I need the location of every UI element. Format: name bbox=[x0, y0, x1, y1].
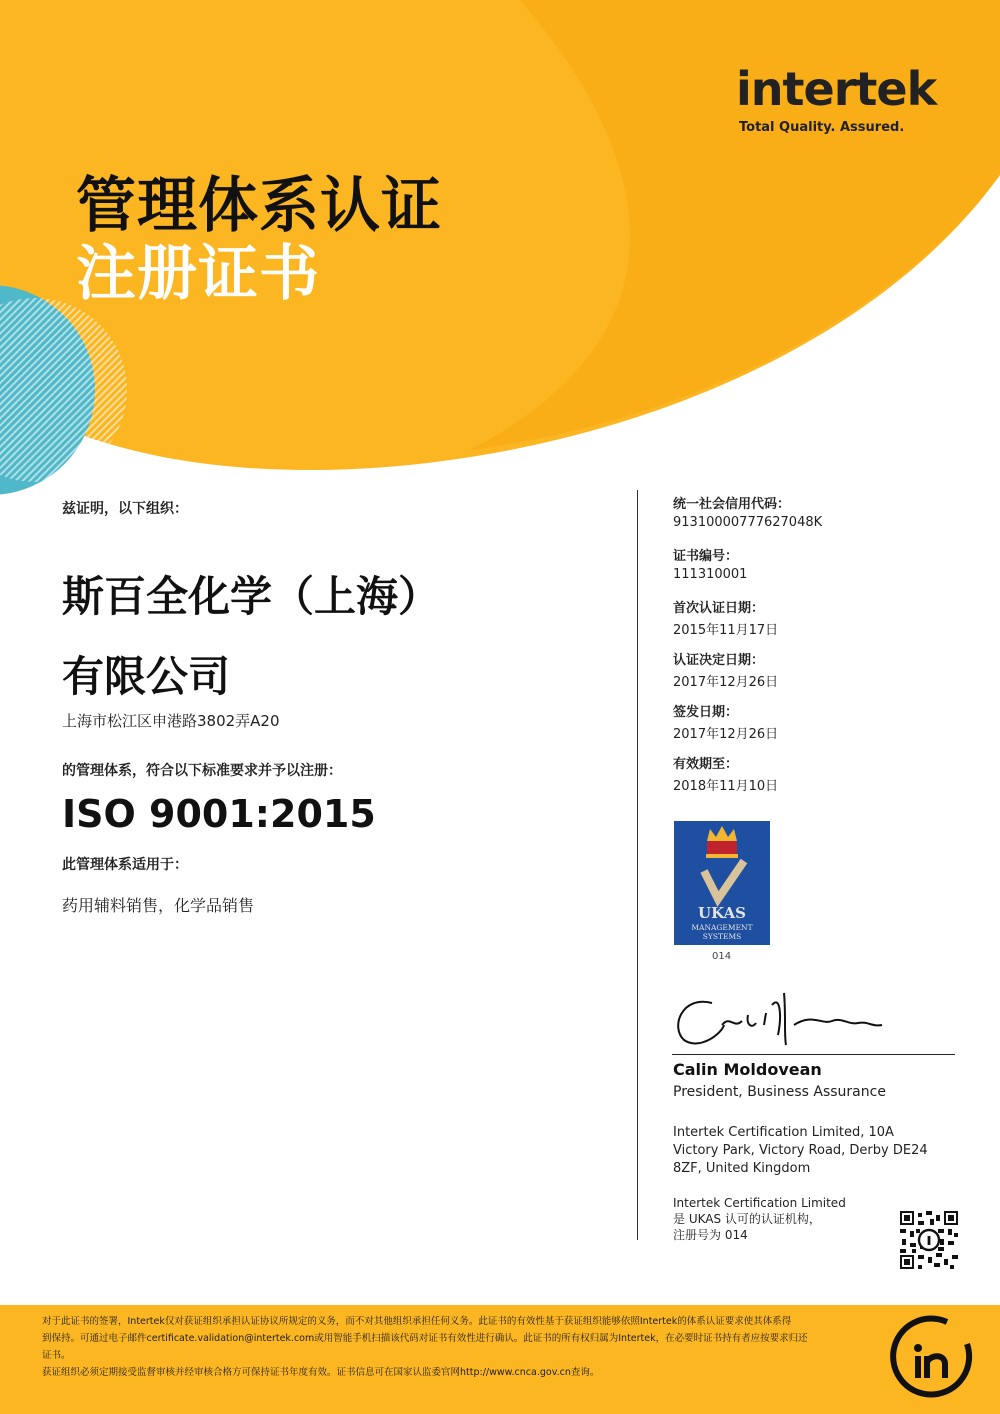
issuer-address: Intertek Certification Limited, 10A Victory Park, Victory Road, Derby DE24 8ZF, United Kingdom bbox=[673, 1125, 928, 1176]
cert-number-value: 111310001 bbox=[673, 567, 748, 582]
scope-label: 此管理体系适用于： bbox=[62, 857, 188, 873]
acc-line-3: 注册号为 014 bbox=[673, 1228, 748, 1242]
logo-tagline: Total Quality. Assured. bbox=[739, 120, 905, 135]
title-line-1: 管理体系认证 bbox=[76, 171, 442, 241]
acc-line-2: 是 UKAS 认可的认证机构， bbox=[673, 1212, 821, 1226]
org-address: 上海市松江区申港路3802弄A20 bbox=[62, 712, 280, 730]
org-name-line-2: 有限公司 bbox=[62, 652, 231, 701]
footer-line-2: 到保持。可通过电子邮件certificate.validation@intertek.com或用智能手机扫描该代码对证书有效性进行确认。此证书的所有权归属为Intertek，在必要时证书持有者应按要求归还 bbox=[42, 1333, 808, 1344]
expiry-value: 2018年11月10日 bbox=[673, 779, 779, 794]
decision-date-value: 2017年12月26日 bbox=[673, 675, 779, 690]
first-cert-date-label: 首次认证日期： bbox=[673, 601, 765, 616]
footer-line-1: 对于此证书的签署，Intertek仅对获证组织承担认证协议所规定的义务，而不对其他组织承担任何义务。此证书的有效性基于获证组织能够依照Intertek的体系认证要求使其体系得 bbox=[42, 1316, 792, 1327]
scope-text: 药用辅料销售，化学品销售 bbox=[62, 896, 255, 915]
issue-date-value: 2017年12月26日 bbox=[673, 727, 779, 742]
org-name-line-1: 斯百全化学（上海） bbox=[62, 572, 441, 621]
qr-code-icon bbox=[900, 1211, 958, 1269]
signature-line bbox=[672, 1054, 955, 1055]
signer-title: President, Business Assurance bbox=[673, 1084, 886, 1100]
credit-code-value: 91310000777627048K bbox=[673, 515, 823, 530]
check-mark-icon bbox=[704, 861, 744, 899]
acc-line-1: Intertek Certification Limited bbox=[673, 1196, 846, 1210]
divider bbox=[637, 490, 638, 1240]
cert-number-label: 证书编号： bbox=[673, 549, 739, 564]
title-line-2: 注册证书 bbox=[76, 239, 320, 309]
intertek-logo: intertek bbox=[736, 62, 937, 116]
decision-date-label: 认证决定日期： bbox=[673, 653, 765, 668]
ukas-sub-1: MANAGEMENT bbox=[691, 923, 753, 932]
footer-disclaimer bbox=[42, 1313, 852, 1381]
footer-line-4: 获证组织必须定期接受监督审核并经审核合格方可保持证书年度有效。证书信息可在国家认监委官网http://www.cnca.gov.cn查询。 bbox=[42, 1367, 600, 1378]
ukas-logo bbox=[674, 821, 770, 945]
issue-date-label: 签发日期： bbox=[673, 705, 739, 720]
first-cert-date-value: 2015年11月17日 bbox=[673, 623, 779, 638]
accreditation-note bbox=[673, 1195, 893, 1243]
signature bbox=[672, 985, 892, 1053]
crown-icon bbox=[706, 826, 738, 858]
ukas-sub-2: SYSTEMS bbox=[702, 932, 742, 941]
intertek-in-icon bbox=[887, 1314, 975, 1402]
expiry-label: 有效期至： bbox=[673, 757, 739, 772]
footer-line-3: 证书。 bbox=[42, 1350, 71, 1361]
standard: ISO 9001:2015 bbox=[62, 792, 376, 836]
credit-code-label: 统一社会信用代码： bbox=[673, 497, 791, 512]
signer-name: Calin Moldovean bbox=[673, 1060, 822, 1079]
ukas-number: 014 bbox=[712, 951, 732, 962]
compliance-statement: 的管理体系，符合以下标准要求并予以注册： bbox=[62, 763, 342, 779]
ukas-text: UKAS bbox=[698, 904, 746, 922]
certify-intro: 兹证明，以下组织： bbox=[62, 501, 188, 517]
